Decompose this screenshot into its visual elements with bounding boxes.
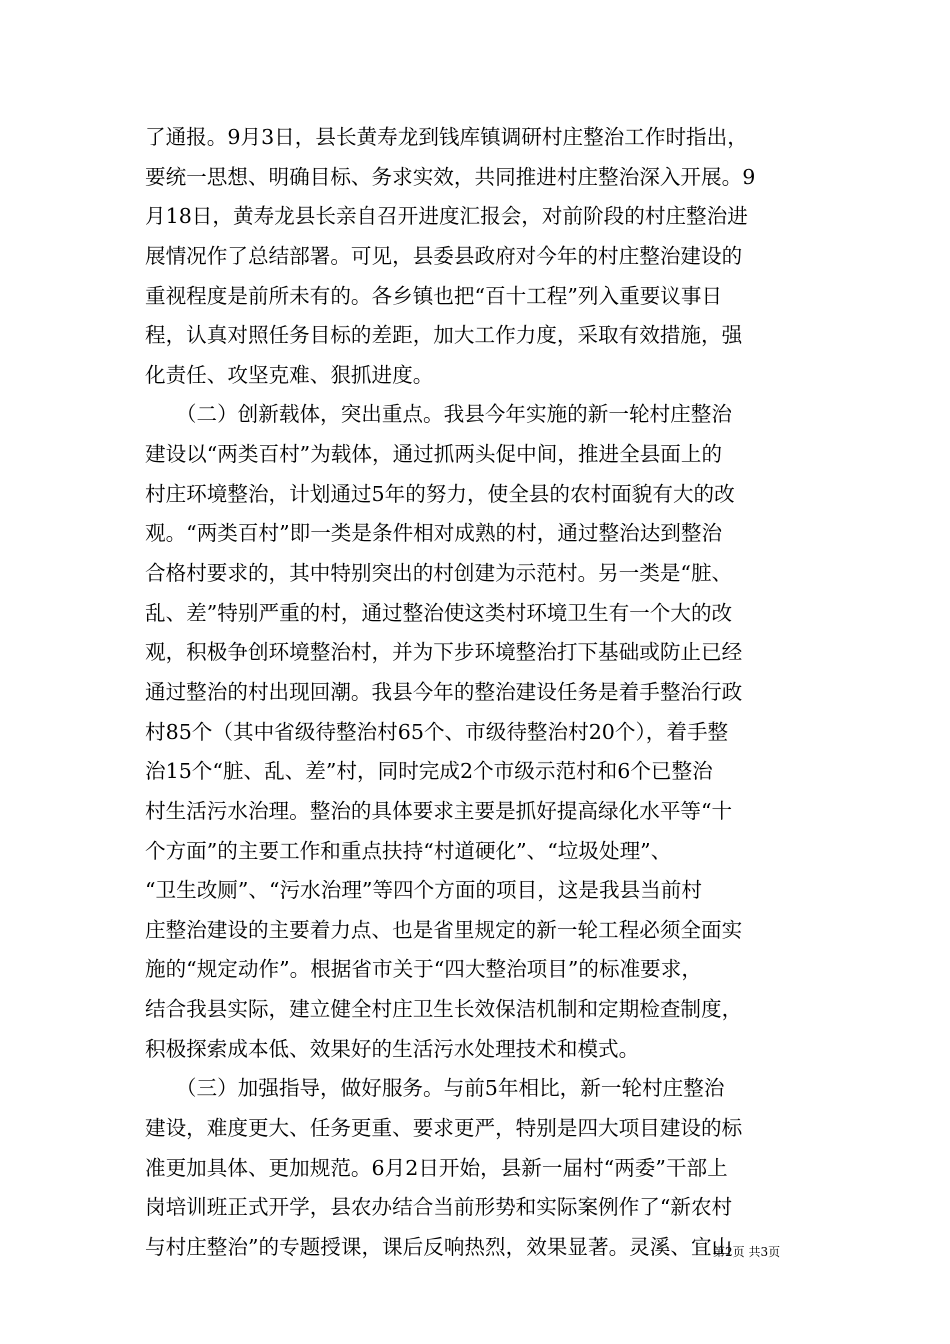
text-line: 观，积极争创环境整治村，并为下步环境整治打下基础或防止已经 bbox=[145, 640, 743, 665]
text-line: 个方面”的主要工作和重点扶持“村道硬化”、“垃圾处理”、 bbox=[145, 838, 672, 863]
text-line: 了通报。9月3日，县长黄寿龙到钱库镇调研村庄整治工作时指出， bbox=[145, 125, 748, 149]
text-line: 重视程度是前所未有的。各乡镇也把“百十工程”列入重要议事日 bbox=[145, 283, 723, 308]
text-line: 岗培训班正式开学，县农办结合当前形势和实际案例作了“新农村 bbox=[145, 1195, 733, 1220]
text-line: （三）加强指导，做好服务。与前5年相比，新一轮村庄整治 bbox=[145, 1076, 725, 1101]
text-line: 庄整治建设的主要着力点、也是省里规定的新一轮工程必须全面实 bbox=[145, 917, 743, 942]
text-line: 程，认真对照任务目标的差距，加大工作力度，采取有效措施，强 bbox=[145, 323, 743, 348]
text-line: （二）创新载体，突出重点。我县今年实施的新一轮村庄整治 bbox=[145, 402, 732, 427]
text-line: 展情况作了总结部署。可见，县委县政府对今年的村庄整治建设的 bbox=[145, 243, 743, 268]
text-line: 乱、差”特别严重的村，通过整治使这类村环境卫生有一个大的改 bbox=[145, 600, 733, 625]
text-line: 合格村要求的，其中特别突出的村创建为示范村。另一类是“脏、 bbox=[145, 561, 733, 586]
text-line: 施的“规定动作”。根据省市关于“四大整治项目”的标准要求， bbox=[145, 957, 702, 982]
document-body bbox=[145, 118, 810, 1268]
text-line: 化责任、攻坚克难、狠抓进度。 bbox=[145, 362, 434, 387]
text-line: “卫生改厕”、“污水治理”等四个方面的项目，这是我县当前村 bbox=[145, 878, 702, 903]
text-line: 准更加具体、更加规范。6月2日开始，县新一届村“两委”干部上 bbox=[145, 1155, 728, 1180]
text-line: 要统一思想、明确目标、务求实效，共同推进村庄整治深入开展。9 bbox=[145, 164, 756, 189]
text-line: 治15个“脏、乱、差”村，同时完成2个市级示范村和6个已整治 bbox=[145, 759, 713, 784]
text-line: 村85个（其中省级待整治村65个、市级待整治村20个），着手整 bbox=[145, 719, 729, 744]
text-line: 积极探索成本低、效果好的生活污水处理技术和模式。 bbox=[145, 1036, 640, 1061]
text-line: 村生活污水治理。整治的具体要求主要是抓好提高绿化水平等“十 bbox=[145, 798, 733, 823]
text-line: 通过整治的村出现回潮。我县今年的整治建设任务是着手整治行政 bbox=[145, 679, 743, 704]
text-line: 观。“两类百村”即一类是条件相对成熟的村，通过整治达到整治 bbox=[145, 521, 723, 546]
text-line: 村庄环境整治，计划通过5年的努力，使全县的农村面貌有大的改 bbox=[145, 481, 735, 506]
text-line: 与村庄整治”的专题授课，课后反响热烈，效果显著。灵溪、宜山 bbox=[145, 1234, 733, 1259]
page-number: 第2页 共3页 bbox=[713, 1245, 781, 1259]
text-line: 月18日，黄寿龙县长亲自召开进度汇报会，对前阶段的村庄整治进 bbox=[145, 204, 748, 229]
text-line: 建设以“两类百村”为载体，通过抓两头促中间，推进全县面上的 bbox=[145, 442, 723, 467]
text-line: 结合我县实际，建立健全村庄卫生长效保洁机制和定期检查制度， bbox=[145, 997, 743, 1022]
text-line: 建设，难度更大、任务更重、要求更严，特别是四大项目建设的标 bbox=[145, 1116, 743, 1141]
